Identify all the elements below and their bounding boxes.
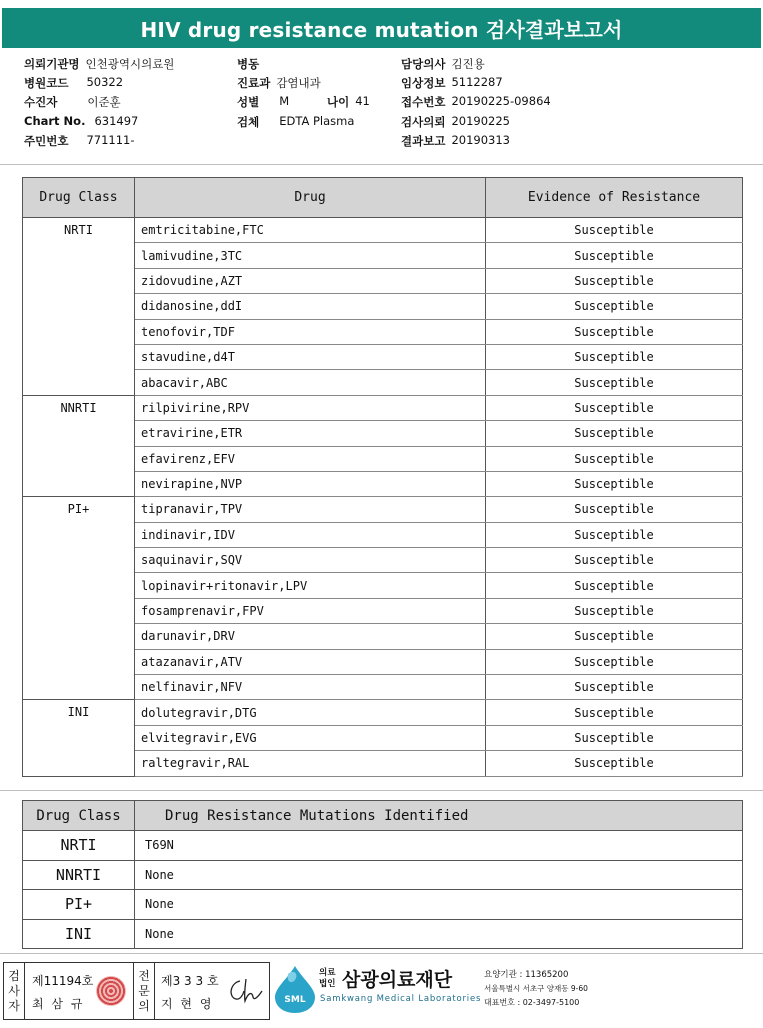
drug-cell: lopinavir+ritonavir,LPV: [135, 573, 486, 598]
hospital-code-field: 병원코드 50322: [24, 75, 124, 90]
drug-cell: didanosine,ddI: [135, 294, 486, 319]
evidence-cell: Susceptible: [486, 700, 743, 725]
drug-class-cell: PI+: [23, 497, 135, 700]
evidence-cell: Susceptible: [486, 751, 743, 776]
rrn-field: 주민번호 771111-: [24, 133, 135, 148]
dept-field: 진료과 감염내과: [237, 76, 321, 90]
drug-class-cell: NRTI: [23, 831, 135, 861]
drug-cell: darunavir,DRV: [135, 624, 486, 649]
evidence-cell: Susceptible: [486, 548, 743, 573]
doctor-field: 담당의사 김진용: [401, 57, 485, 71]
header-drug: Drug: [135, 178, 486, 218]
request-date-field: 검사의뢰 20190225: [401, 114, 510, 129]
mutation-table-body: [23, 831, 743, 949]
report-title: HIV drug resistance mutation 검사결과보고서: [2, 8, 761, 48]
institution-field: 의뢰기관명 인천광역시의료원: [24, 57, 175, 71]
evidence-cell: Susceptible: [486, 344, 743, 369]
accession-field: 접수번호 20190225-09864: [401, 94, 551, 109]
table-row: [23, 919, 743, 949]
evidence-cell: Susceptible: [486, 421, 743, 446]
organization-logo: [272, 962, 763, 1020]
org-address: 서울특별시 서초구 양재동 9-60: [484, 984, 588, 993]
resistance-table: [22, 177, 743, 777]
drug-cell: dolutegravir,DTG: [135, 700, 486, 725]
examiner-license: 제11194호: [32, 974, 94, 988]
org-prefix: 의료 법인: [319, 968, 336, 989]
age-field: 나이 41: [327, 94, 370, 109]
drug-cell: fosamprenavir,FPV: [135, 598, 486, 623]
drug-class-cell: NNRTI: [23, 395, 135, 497]
drug-class-cell: NNRTI: [23, 860, 135, 890]
evidence-cell: Susceptible: [486, 294, 743, 319]
patient-field: 수진자 이준훈: [24, 95, 121, 109]
header-mutations: Drug Resistance Mutations Identified: [135, 801, 743, 831]
mutation-table: [22, 800, 743, 949]
evidence-cell: Susceptible: [486, 243, 743, 268]
drug-cell: elvitegravir,EVG: [135, 725, 486, 750]
reviewer-license: 제3 3 3 호: [161, 974, 219, 988]
resistance-table-body: [23, 218, 743, 777]
resistance-header-row: [23, 178, 743, 218]
header-drug-class: Drug Class: [23, 801, 135, 831]
evidence-cell: Susceptible: [486, 649, 743, 674]
drug-class-cell: INI: [23, 919, 135, 949]
drug-cell: lamivudine,3TC: [135, 243, 486, 268]
header-drug-class: Drug Class: [23, 178, 135, 218]
table-row: [23, 860, 743, 890]
drug-class-cell: INI: [23, 700, 135, 776]
table-row: [23, 395, 743, 420]
evidence-cell: Susceptible: [486, 598, 743, 623]
evidence-cell: Susceptible: [486, 725, 743, 750]
signature-box: [3, 962, 270, 1020]
divider: [0, 953, 763, 954]
org-name-ko: 삼광의료재단: [342, 969, 453, 991]
drug-class-cell: PI+: [23, 890, 135, 920]
table-row: [23, 831, 743, 861]
evidence-cell: Susceptible: [486, 370, 743, 395]
evidence-cell: Susceptible: [486, 624, 743, 649]
mutation-header-row: [23, 801, 743, 831]
drug-cell: efavirenz,EFV: [135, 446, 486, 471]
drug-cell: stavudine,d4T: [135, 344, 486, 369]
report-footer: [0, 962, 763, 1020]
evidence-cell: Susceptible: [486, 675, 743, 700]
org-name-en: Samkwang Medical Laboratories: [320, 994, 482, 1004]
reviewer-label: 전 문 의: [133, 963, 155, 1019]
evidence-cell: Susceptible: [486, 522, 743, 547]
table-row: [23, 700, 743, 725]
drug-cell: nevirapine,NVP: [135, 471, 486, 496]
drug-cell: abacavir,ABC: [135, 370, 486, 395]
drug-cell: rilpivirine,RPV: [135, 395, 486, 420]
table-row: [23, 890, 743, 920]
logo-mark: SML: [284, 995, 306, 1005]
ward-field: 병동: [237, 57, 260, 71]
mutations-cell: None: [135, 919, 743, 949]
divider: [0, 164, 763, 165]
examiner-label: 검 사 자: [4, 963, 25, 1019]
evidence-cell: Susceptible: [486, 497, 743, 522]
examiner-name: 최 삼 규: [32, 997, 85, 1011]
mutations-cell: T69N: [135, 831, 743, 861]
drug-class-cell: NRTI: [23, 218, 135, 396]
evidence-cell: Susceptible: [486, 573, 743, 598]
mutations-cell: None: [135, 890, 743, 920]
chart-field: Chart No. 631497: [24, 114, 139, 128]
drug-cell: zidovudine,AZT: [135, 268, 486, 293]
divider: [0, 790, 763, 791]
drug-cell: indinavir,IDV: [135, 522, 486, 547]
org-code: 요양기관 : 11365200: [484, 970, 569, 980]
drug-cell: atazanavir,ATV: [135, 649, 486, 674]
sex-field: 성별 M: [237, 94, 290, 109]
evidence-cell: Susceptible: [486, 268, 743, 293]
drug-cell: nelfinavir,NFV: [135, 675, 486, 700]
drug-cell: emtricitabine,FTC: [135, 218, 486, 243]
header-evidence: Evidence of Resistance: [486, 178, 743, 218]
sml-logo-icon: [272, 964, 318, 1014]
evidence-cell: Susceptible: [486, 395, 743, 420]
mutations-cell: None: [135, 860, 743, 890]
table-row: [23, 218, 743, 243]
clinical-field: 임상정보 5112287: [401, 75, 503, 90]
examiner-seal: [96, 976, 126, 1006]
evidence-cell: Susceptible: [486, 319, 743, 344]
evidence-cell: Susceptible: [486, 218, 743, 243]
reviewer-signature-icon: [226, 975, 264, 1005]
evidence-cell: Susceptible: [486, 471, 743, 496]
report-date-field: 결과보고 20190313: [401, 133, 510, 148]
drug-cell: raltegravir,RAL: [135, 751, 486, 776]
drug-cell: tenofovir,TDF: [135, 319, 486, 344]
evidence-cell: Susceptible: [486, 446, 743, 471]
drug-cell: etravirine,ETR: [135, 421, 486, 446]
reviewer-name: 지 현 영: [161, 997, 214, 1011]
table-row: [23, 497, 743, 522]
drug-cell: tipranavir,TPV: [135, 497, 486, 522]
specimen-field: 검체 EDTA Plasma: [237, 114, 355, 129]
drug-cell: saquinavir,SQV: [135, 548, 486, 573]
org-phone: 대표번호 : 02-3497-5100: [484, 998, 580, 1007]
